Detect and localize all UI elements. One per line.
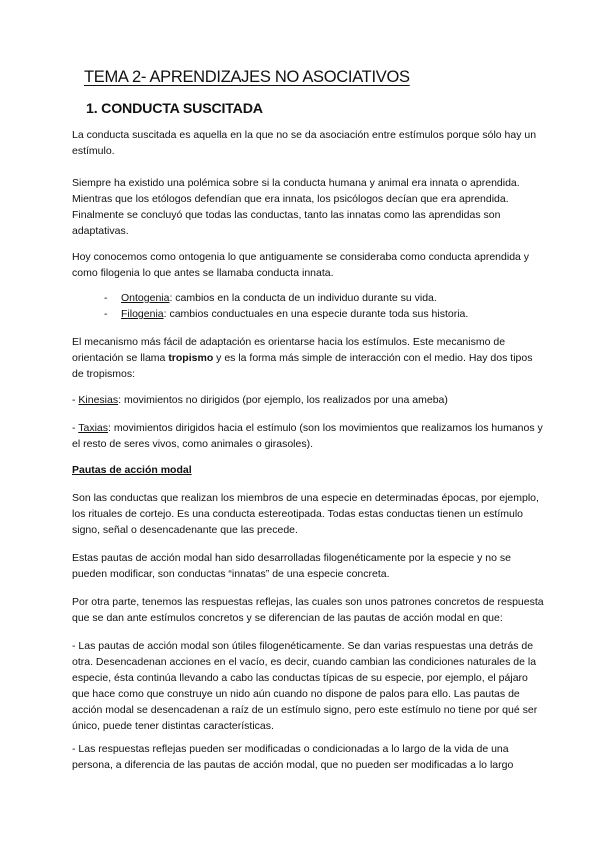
paragraph-7: Por otra parte, tenemos las respuestas reflejas, las cuales son unos patrones concretos de respuesta que se dan ante estímulos concretos y se diferencian de las pautas de acción modal en que:	[72, 596, 544, 624]
paragraph-3: Hoy conocemos como ontogenia lo que antiguamente se consideraba como conducta aprendida y como filogenia lo que antes se llamaba conducta innata.	[72, 251, 530, 279]
paragraph-1: La conducta suscitada es aquella en la que no se da asociación entre estímulos porque sólo hay un estímulo.	[72, 129, 537, 157]
item-prefix: -	[72, 422, 79, 434]
list-item	[72, 306, 546, 322]
paragraph-4-text: El mecanismo más fácil de adaptación es orientarse hacia los estímulos. Este mecanismo de orientación se llama	[72, 336, 506, 364]
paragraph-5: Son las conductas que realizan los miembros de una especie en determinadas épocas, por ejemplo, los rituales de cortejo. Es una conducta estereotipada. Todas estas conductas tienen un estímulo signo, señal o desencadenante que las precede.	[72, 492, 539, 536]
paragraph-8: - Las pautas de acción modal son útiles filogenéticamente. Se dan varias respuestas una detrás de otra. Desencadenan acciones en el vacío, es decir, cuando cambian las condiciones naturales de la especie, ésta continúa llevando a cabo las conductas típicas de su especie, por ejemplo, el pájaro que hace como que construye un nido aún cuando no dispone de palos para ello. Las pautas de acción modal se desencadenan a raíz de un estímulo signo, pero este estímulo no tiene por qué ser único, puede tener distintas características.	[72, 640, 538, 732]
term-taxias: Taxias	[78, 422, 108, 434]
paragraph-6: Estas pautas de acción modal han sido desarrolladas filogenéticamente por la especie y no se pueden modificar, son conductas “innatas” de una especie concreta.	[72, 552, 511, 580]
item-text: : movimientos no dirigidos (por ejemplo, los realizados por una ameba)	[118, 394, 448, 406]
term-tropismo: tropismo	[168, 352, 214, 364]
document-title: TEMA 2- APRENDIZAJES NO ASOCIATIVOS	[84, 68, 410, 86]
taxias-item	[72, 420, 546, 452]
section-heading: 1. CONDUCTA SUSCITADA	[86, 101, 263, 117]
paragraph-4-text-end: y es la forma más simple de interacción con el medio. Hay dos tipos de tropismos:	[72, 352, 533, 380]
list-item	[72, 290, 546, 306]
term-filogenia: Filogenia	[121, 308, 164, 320]
list-dash: -	[104, 308, 108, 320]
paragraph-2: Siempre ha existido una polémica sobre si la conducta humana y animal era innata o aprendida. Mientras que los etólogos defendían que era innata, los psicólogos decían que era aprendida. Finalmente se concluyó que todas las conductas, tanto las innatas como las aprendidas son adaptativas.	[72, 177, 520, 237]
definition-text: : cambios en la conducta de un individuo durante su vida.	[169, 292, 437, 304]
term-kinesias: Kinesias	[78, 394, 119, 406]
paragraph-4	[72, 334, 546, 382]
definition-list	[72, 290, 546, 322]
definition-text: : cambios conductuales en una especie durante toda sus historia.	[163, 308, 469, 320]
paragraph-9: - Las respuestas reflejas pueden ser modificadas o condicionadas a lo largo de la vida de una persona, a diferencia de las pautas de acción modal, que no pueden ser modificadas a lo largo	[72, 743, 514, 771]
list-dash: -	[104, 292, 108, 304]
term-ontogenia: Ontogenia	[121, 292, 170, 304]
subheading: Pautas de acción modal	[72, 464, 192, 476]
item-prefix: -	[72, 394, 79, 406]
document-body	[72, 68, 546, 773]
kinesias-item	[72, 392, 546, 408]
item-text: : movimientos dirigidos hacia el estímulo (son los movimientos que realizamos los humanos y el resto de seres vivos, como animales o girasoles).	[72, 422, 543, 450]
